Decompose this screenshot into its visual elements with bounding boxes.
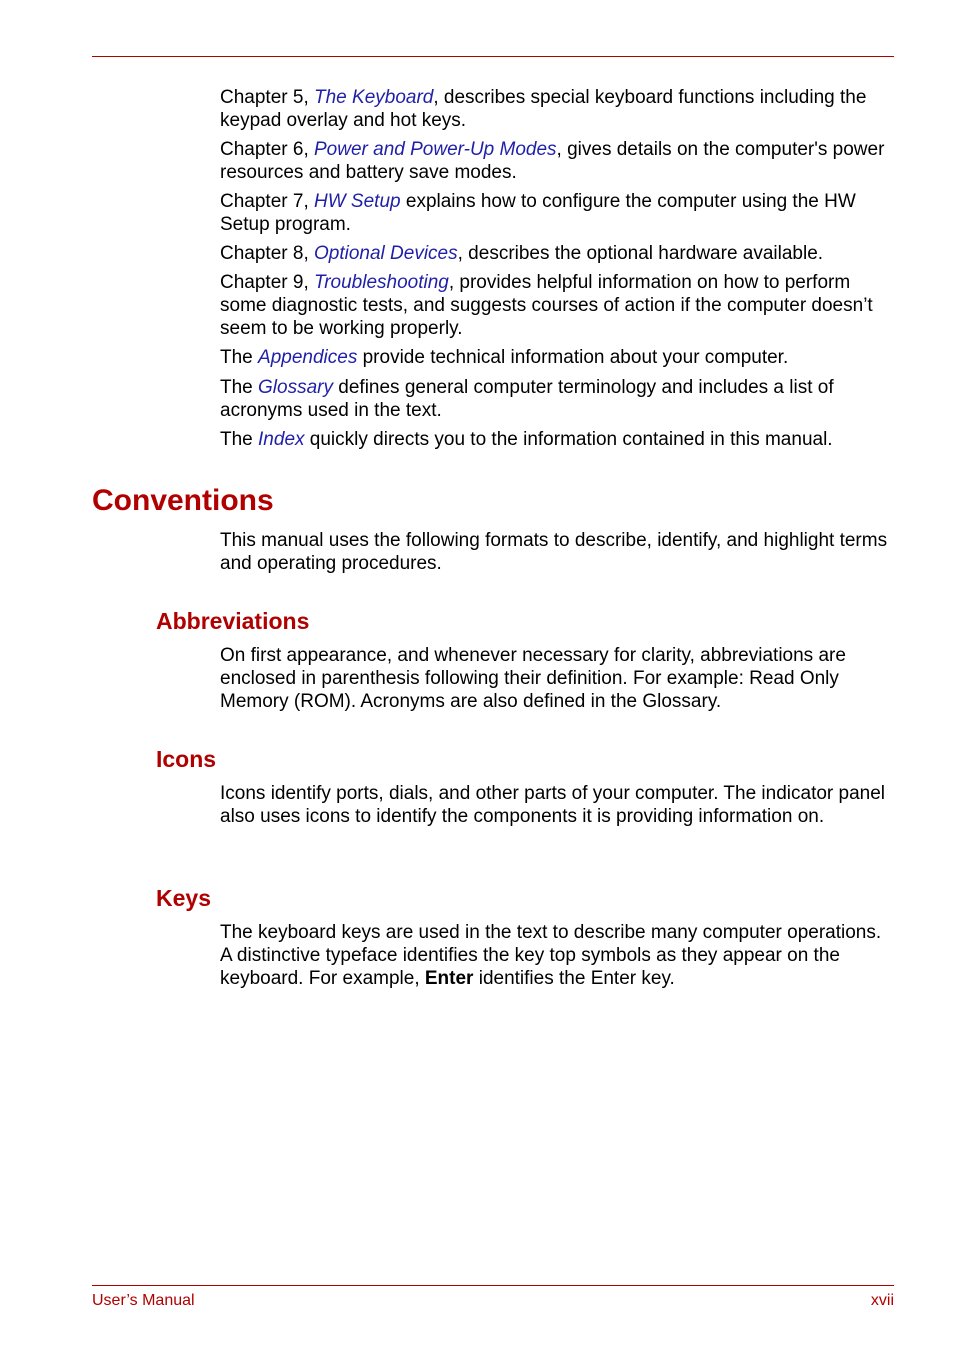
appendices-paragraph bbox=[220, 346, 892, 369]
chapter-6-paragraph bbox=[220, 138, 892, 184]
icons-paragraph bbox=[220, 782, 892, 828]
link-appendices[interactable]: Appendices bbox=[258, 347, 358, 368]
key-name: Enter bbox=[424, 968, 474, 989]
keys-heading: Keys bbox=[156, 885, 211, 911]
icons-heading: Icons bbox=[156, 746, 217, 772]
chapter-5-paragraph bbox=[220, 86, 892, 132]
text: , provides helpful information on how to perform some diagnostic tests, and suggests courses of action if the computer doesn’t seem to be working properly. bbox=[220, 272, 873, 339]
text: , gives details on the computer's power resources and battery save modes. bbox=[220, 139, 885, 183]
link-troubleshooting[interactable]: Troubleshooting bbox=[314, 272, 449, 293]
text: quickly directs you to the information contained in this manual. bbox=[304, 429, 833, 450]
glossary-paragraph bbox=[220, 376, 892, 422]
keys-paragraph bbox=[220, 921, 892, 990]
conventions-paragraph bbox=[220, 529, 892, 575]
text: defines general computer terminology and includes a list of acronyms used in the text. bbox=[220, 377, 834, 421]
text: On first appearance, and whenever necessary for clarity, abbreviations are enclosed in parenthesis following their definition. For example: Read Only Memory (ROM). Acronyms are also defined in the Glossary. bbox=[220, 645, 846, 712]
link-power-modes[interactable]: Power and Power-Up Modes bbox=[314, 139, 557, 160]
header-rule bbox=[92, 56, 894, 57]
link-optional-devices[interactable]: Optional Devices bbox=[314, 243, 458, 264]
text: Chapter 8, bbox=[220, 243, 314, 264]
text: Chapter 9, bbox=[220, 272, 314, 293]
link-index[interactable]: Index bbox=[258, 429, 305, 450]
text: The bbox=[220, 347, 259, 368]
conventions-heading: Conventions bbox=[92, 484, 274, 517]
text: Chapter 7, bbox=[220, 191, 314, 212]
text: identifies the Enter key. bbox=[473, 968, 675, 989]
link-the-keyboard[interactable]: The Keyboard bbox=[314, 87, 434, 108]
text: The bbox=[220, 429, 259, 450]
footer-rule bbox=[92, 1285, 894, 1286]
footer-title: User’s Manual bbox=[92, 1292, 195, 1309]
text: , describes the optional hardware available. bbox=[457, 243, 824, 264]
text: Chapter 5, bbox=[220, 87, 314, 108]
text: , describes special keyboard functions including the keypad overlay and hot keys. bbox=[220, 87, 867, 131]
text: The bbox=[220, 377, 259, 398]
text: explains how to configure the computer using the HW Setup program. bbox=[220, 191, 856, 235]
text: Icons identify ports, dials, and other parts of your computer. The indicator panel also uses icons to identify the components it is providing information on. bbox=[220, 783, 886, 827]
chapter-9-paragraph bbox=[220, 271, 892, 340]
text: The keyboard keys are used in the text to describe many computer operations. A distinctive typeface identifies the key top symbols as they appear on the keyboard. For example, bbox=[220, 922, 882, 989]
abbreviations-heading: Abbreviations bbox=[156, 608, 310, 634]
link-glossary[interactable]: Glossary bbox=[258, 377, 333, 398]
chapter-8-paragraph bbox=[220, 242, 892, 265]
index-paragraph bbox=[220, 428, 892, 451]
text: provide technical information about your computer. bbox=[357, 347, 789, 368]
text: This manual uses the following formats to describe, identify, and highlight terms and operating procedures. bbox=[220, 530, 888, 574]
abbreviations-paragraph bbox=[220, 644, 892, 713]
page-number: xvii bbox=[870, 1292, 894, 1309]
text: Chapter 6, bbox=[220, 139, 314, 160]
chapter-7-paragraph bbox=[220, 190, 892, 236]
link-hw-setup[interactable]: HW Setup bbox=[314, 191, 401, 212]
